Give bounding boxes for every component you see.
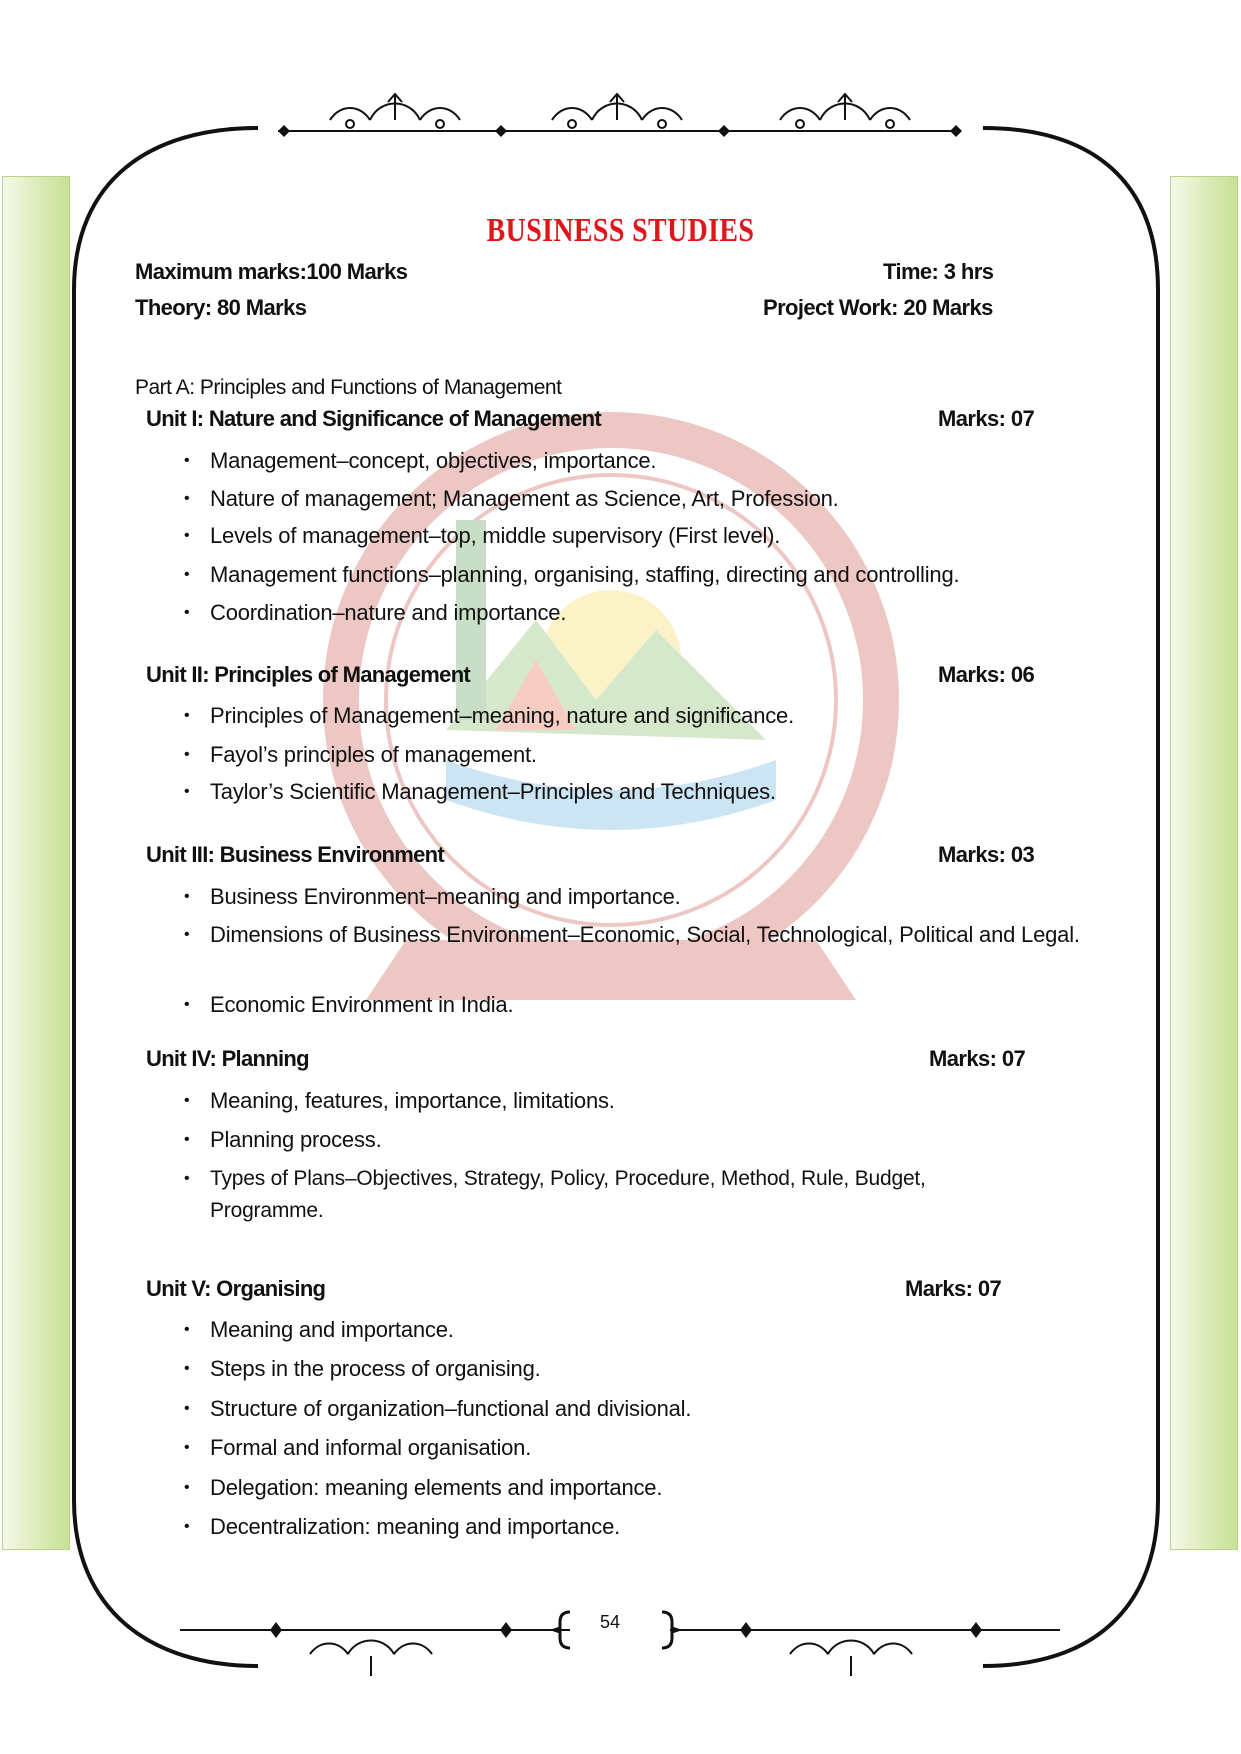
list-item-text: Fayol’s principles of management. xyxy=(210,742,537,767)
list-item xyxy=(184,1393,1104,1425)
bullet-icon: • xyxy=(184,996,190,1013)
page-number: 54 xyxy=(600,1612,621,1632)
page-title: BUSINESS STUDIES xyxy=(486,212,755,249)
time-info: Time: 3 hrs xyxy=(883,259,994,284)
list-item-text: Types of Plans–Objectives, Strategy, Policy, Procedure, Method, Rule, Budget, Programme. xyxy=(210,1167,926,1222)
bullet-icon: • xyxy=(184,604,190,621)
list-item-text: Business Environment–meaning and importance. xyxy=(210,884,681,909)
bullet-icon: • xyxy=(184,490,190,507)
list-item xyxy=(184,989,1104,1021)
bullet-icon: • xyxy=(184,1518,190,1535)
list-item xyxy=(184,1085,1104,1117)
max-marks-label: Maximum marks: xyxy=(135,259,307,284)
bullet-icon: • xyxy=(184,1439,190,1456)
max-marks-value: 100 Marks xyxy=(306,259,408,284)
list-item-text: Management–concept, objectives, importance. xyxy=(210,448,657,473)
bullet-icon: • xyxy=(184,1479,190,1496)
list-item xyxy=(184,700,1104,732)
bullet-icon: • xyxy=(184,926,190,943)
list-item xyxy=(184,483,1104,515)
top-ornament xyxy=(270,86,970,144)
list-item-text: Steps in the process of organising. xyxy=(210,1356,541,1381)
list-item-text: Nature of management; Management as Science, Art, Profession. xyxy=(210,486,839,511)
list-item xyxy=(184,1511,1104,1543)
list-item xyxy=(184,1432,1104,1464)
bullet-icon: • xyxy=(184,452,190,469)
list-item xyxy=(184,597,1104,629)
bullet-icon: • xyxy=(184,746,190,763)
list-item-text: Decentralization: meaning and importance. xyxy=(210,1514,621,1539)
bullet-icon: • xyxy=(184,1170,190,1187)
list-item xyxy=(184,1314,1104,1346)
bullet-icon: • xyxy=(184,1321,190,1338)
list-item xyxy=(184,1163,1004,1227)
list-item-text: Dimensions of Business Environment–Economic, Social, Technological, Political and Legal. xyxy=(210,922,1080,947)
list-item xyxy=(184,559,1104,591)
list-item-text: Formal and informal organisation. xyxy=(210,1435,532,1460)
theory-marks: Theory: 80 Marks xyxy=(135,295,307,320)
project-marks: Project Work: 20 Marks xyxy=(763,295,993,320)
list-item xyxy=(184,881,1104,913)
bullet-icon: • xyxy=(184,1092,190,1109)
list-item-text: Meaning, features, importance, limitations. xyxy=(210,1088,615,1113)
list-item-text: Levels of management–top, middle supervisory (First level). xyxy=(210,523,781,548)
unit-title: Unit IV: Planning xyxy=(146,1046,309,1071)
list-item-text: Economic Environment in India. xyxy=(210,992,514,1017)
bullet-icon: • xyxy=(184,888,190,905)
list-item xyxy=(184,919,1104,951)
bullet-icon: • xyxy=(184,1400,190,1417)
list-item-text: Coordination–nature and importance. xyxy=(210,600,567,625)
max-marks xyxy=(135,259,407,285)
unit-marks: Marks: 07 xyxy=(929,1046,1026,1071)
unit-title: Unit V: Organising xyxy=(146,1276,326,1301)
list-item-text: Meaning and importance. xyxy=(210,1317,454,1342)
list-item-text: Structure of organization–functional and divisional. xyxy=(210,1396,692,1421)
unit-title: Unit I: Nature and Significance of Management xyxy=(146,406,602,431)
bullet-icon: • xyxy=(184,783,190,800)
bullet-icon: • xyxy=(184,707,190,724)
unit-marks: Marks: 07 xyxy=(938,406,1035,431)
bullet-icon: • xyxy=(184,1360,190,1377)
bullet-icon: • xyxy=(184,1131,190,1148)
list-item-text: Planning process. xyxy=(210,1127,382,1152)
list-item xyxy=(184,1124,1104,1156)
list-item xyxy=(184,776,1104,808)
list-item xyxy=(184,520,1104,552)
list-item-text: Delegation: meaning elements and importance. xyxy=(210,1475,663,1500)
list-item xyxy=(184,1472,1104,1504)
unit-marks: Marks: 06 xyxy=(938,662,1035,687)
list-item-text: Management functions–planning, organising, staffing, directing and controlling. xyxy=(210,562,960,587)
bullet-icon: • xyxy=(184,527,190,544)
unit-title: Unit III: Business Environment xyxy=(146,842,445,867)
list-item-text: Principles of Management–meaning, nature and significance. xyxy=(210,703,794,728)
unit-title: Unit II: Principles of Management xyxy=(146,662,471,687)
list-item xyxy=(184,739,1104,771)
list-item-text: Taylor’s Scientific Management–Principles and Techniques. xyxy=(210,779,776,804)
unit-marks: Marks: 07 xyxy=(905,1276,1002,1301)
unit-marks: Marks: 03 xyxy=(938,842,1035,867)
bullet-icon: • xyxy=(184,566,190,583)
list-item xyxy=(184,1353,1104,1385)
list-item xyxy=(184,445,1104,477)
part-heading: Part A: Principles and Functions of Management xyxy=(135,376,562,399)
